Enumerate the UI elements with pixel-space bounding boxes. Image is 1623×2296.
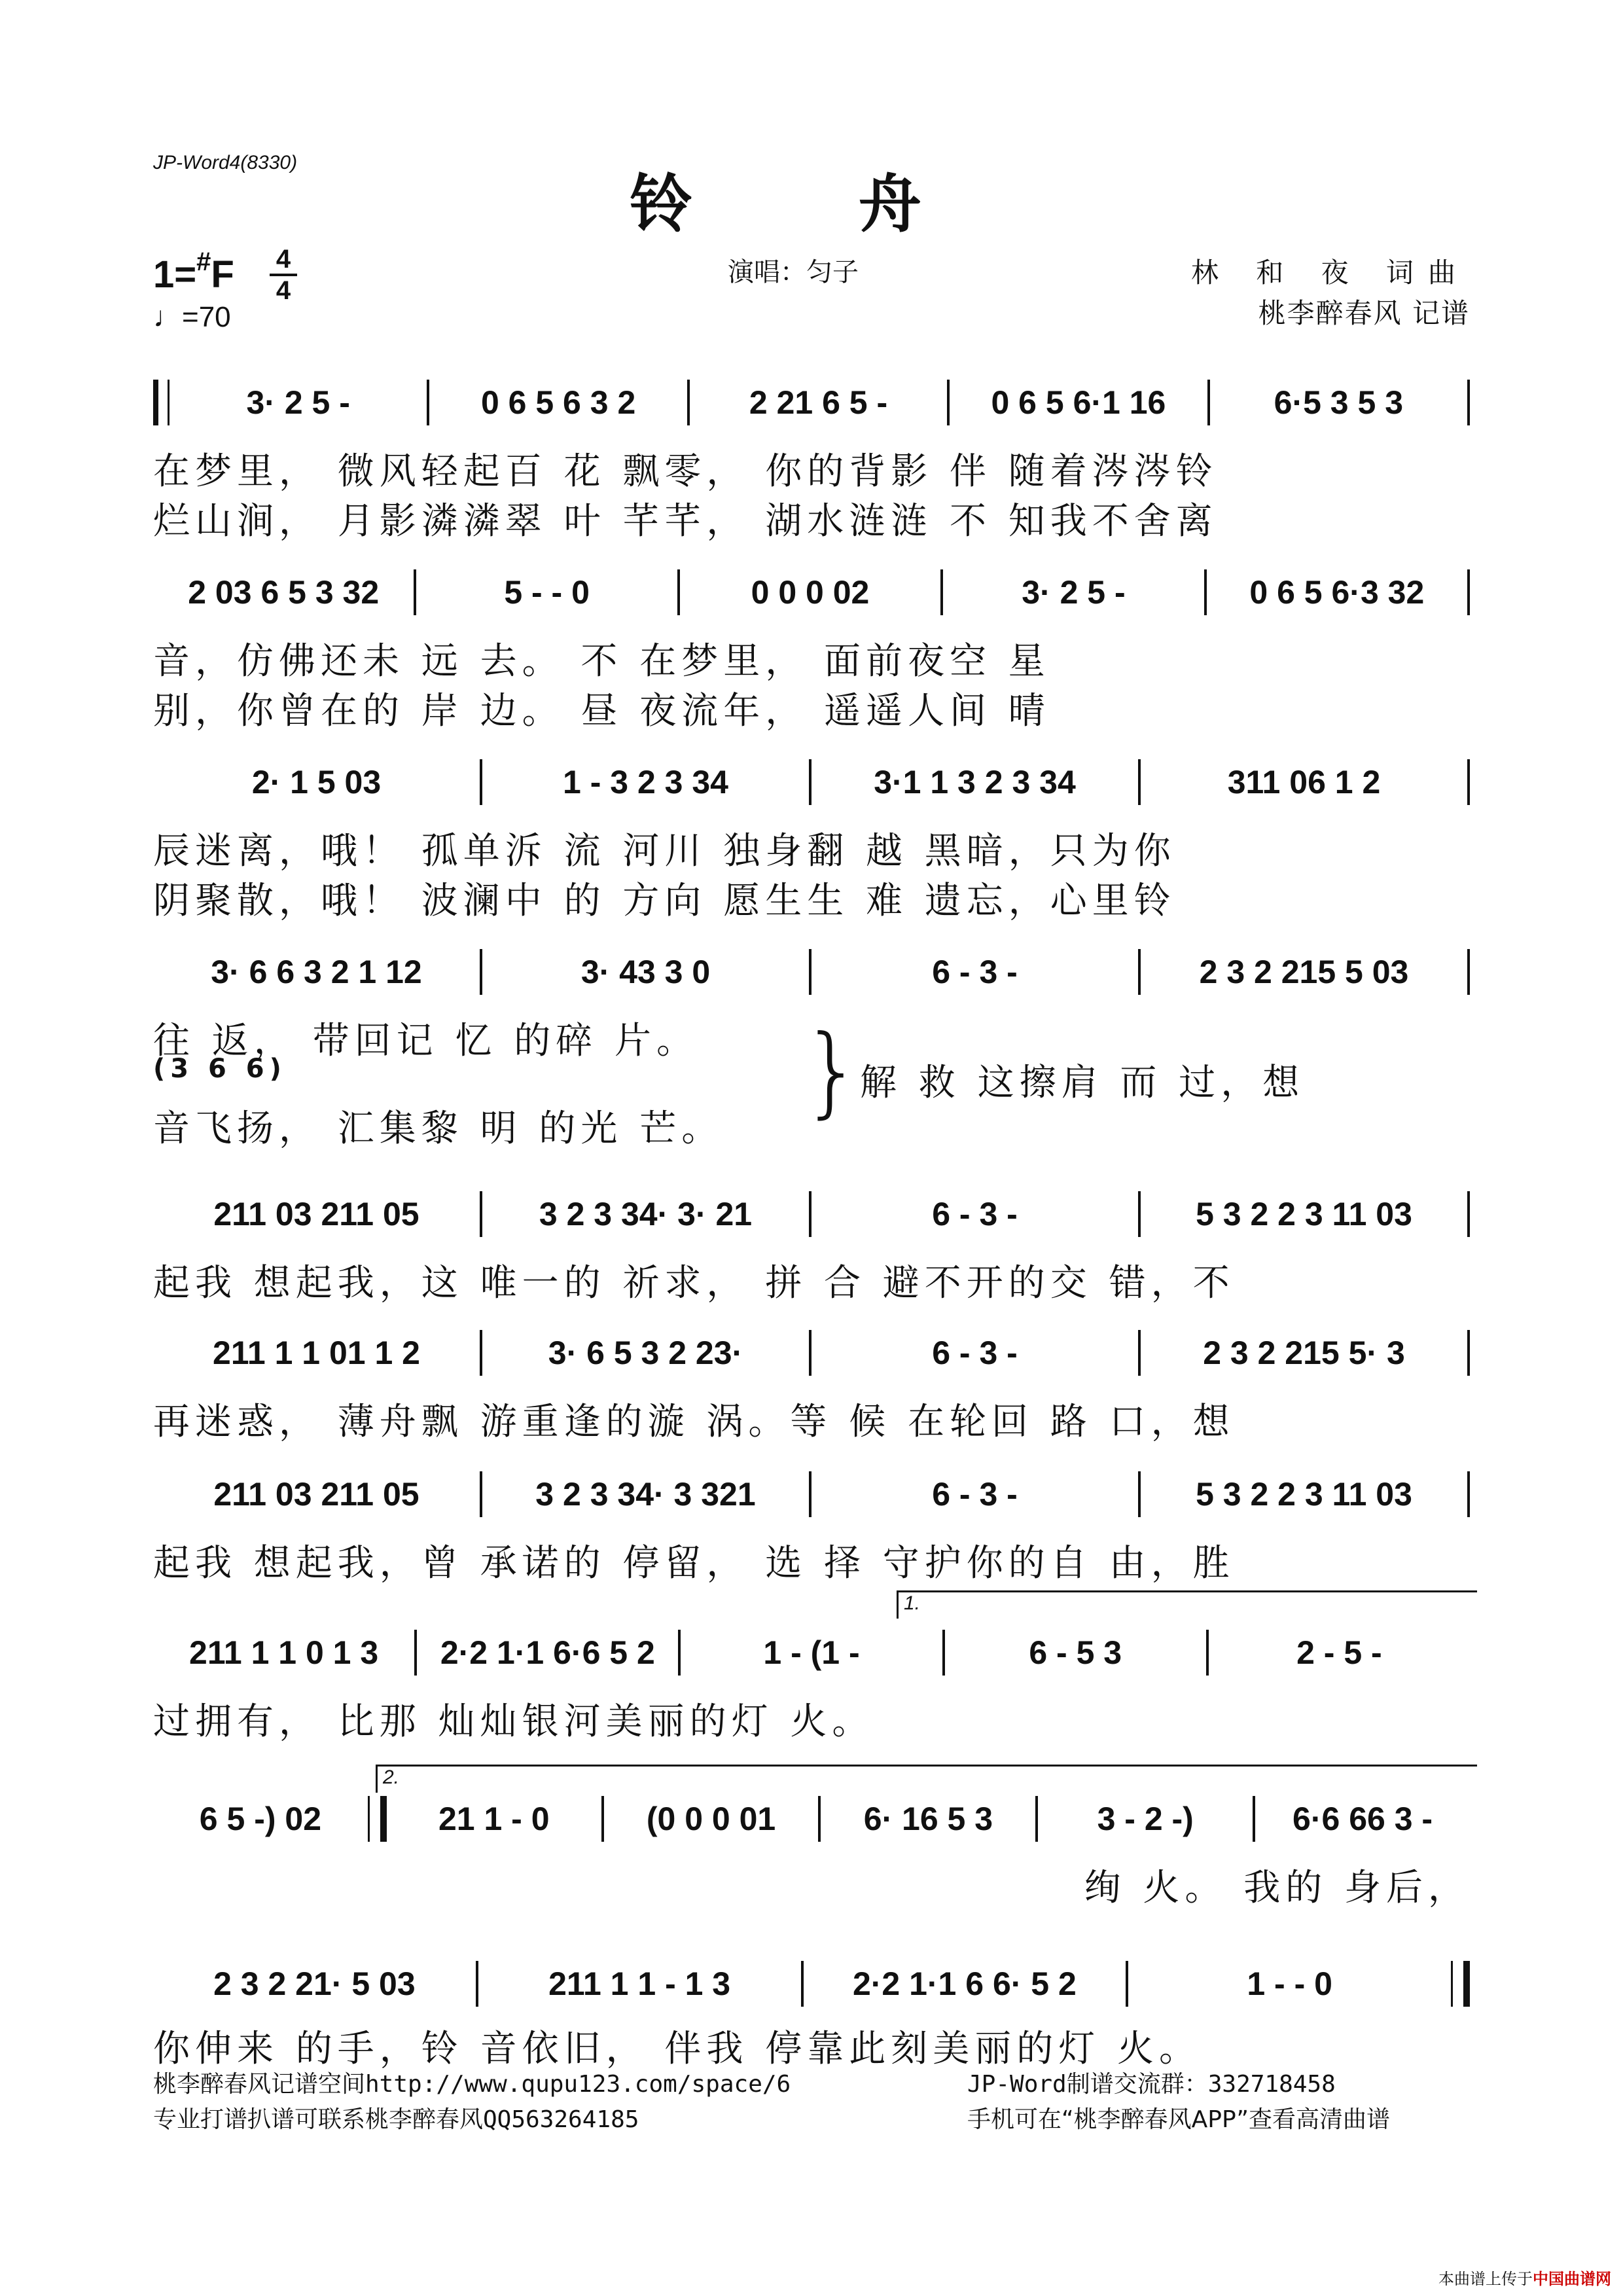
barline (1467, 1330, 1470, 1376)
measure: 0 6 5 6·3 32 (1249, 574, 1425, 611)
lyric-line: 阴聚散，哦！ 波澜中 的 方向 愿生生 难 遗忘，心里铃 (153, 880, 1176, 922)
notes-row (153, 1630, 1470, 1676)
footer-group: JP-Word制谱交流群：332718458 (967, 2071, 1336, 2098)
measure: 6· 16 5 3 (863, 1801, 993, 1837)
measure: 2· 1 5 03 (251, 764, 382, 800)
measure: 1 - (1 - (763, 1634, 860, 1671)
lyric-line: 起我 想起我，曾 承诺的 停留， 选 择 守护你的自 由，胜 (153, 1542, 1235, 1585)
measure: 2 - 5 - (1296, 1634, 1382, 1671)
measure: 211 03 211 05 (213, 1476, 419, 1513)
measure: 211 1 1 - 1 3 (548, 1965, 731, 2002)
measure: 2 3 2 21· 5 03 (213, 1965, 416, 2002)
lyric-line: 你伸来 的手，铃 音依旧， 伴我 停靠此刻美丽的灯 火。 (153, 2028, 1202, 2070)
barline (1467, 380, 1470, 425)
barline (1467, 1191, 1470, 1237)
time-denominator: 4 (276, 276, 291, 305)
measure: 211 03 211 05 (213, 1196, 419, 1232)
measure: 0 6 5 6 3 2 (480, 384, 636, 421)
lyric-line: 起我 想起我，这 唯一的 祈求， 拼 合 避不开的交 错，不 (153, 1262, 1235, 1304)
measure: 6 - 3 - (932, 954, 1018, 990)
tempo-value: =70 (182, 301, 231, 333)
footer-app-note: 手机可在“桃李醉春风APP”查看高清曲谱 (967, 2106, 1391, 2133)
transcriber-credit: 桃李醉春风 记谱 (1258, 297, 1470, 329)
measure: 2 21 6 5 - (749, 384, 888, 421)
site-logo: 中国曲谱网 (1533, 2270, 1611, 2288)
lyric-line: 音，仿佛还未 远 去。 不 在梦里， 面前夜空 星 (153, 640, 1050, 683)
measure: 1 - 3 2 3 34 (563, 764, 728, 800)
measure: 0 6 5 6·1 16 (991, 384, 1166, 421)
notes-row (153, 759, 1470, 805)
lyric-line: 别，你曾在的 岸 边。 昼 夜流年， 遥遥人间 晴 (153, 690, 1050, 732)
notes-row (153, 1191, 1470, 1237)
lyric-line: 往 返， 带回记 忆 的碎 片。 (153, 1020, 699, 1062)
lyric-line: 烂山涧， 月影潾潾翠 叶 芊芊， 湖水涟涟 不 知我不舍离 (153, 500, 1218, 543)
measure: 3·1 1 3 2 3 34 (874, 764, 1076, 800)
measure: 2·2 1·1 6 6· 5 2 (852, 1965, 1077, 2002)
upload-prefix: 本曲谱上传于 (1438, 2270, 1533, 2288)
notes-row (153, 1471, 1470, 1517)
measure: 2·2 1·1 6·6 5 2 (440, 1634, 655, 1671)
measure: 3· 6 6 3 2 1 12 (211, 954, 422, 990)
repeat-start-barline (153, 380, 169, 425)
measure: 5 3 2 2 3 11 03 (1196, 1196, 1412, 1232)
barline (1467, 759, 1470, 805)
measure: 211 1 1 0 1 3 (189, 1634, 379, 1671)
lyric-line: 绚 火。 我的 身后， (1084, 1867, 1470, 1909)
notes-row (153, 380, 1470, 425)
repeat-end-barline (368, 1796, 387, 1842)
measure: 2 3 2 215 5 03 (1199, 954, 1409, 990)
lyric-line: 过拥有， 比那 灿灿银河美丽的灯 火。 (153, 1700, 874, 1743)
measure: 6 5 -) 02 (199, 1801, 322, 1837)
measure: 3· 43 3 0 (580, 954, 711, 990)
notes-row (153, 1330, 1470, 1376)
key-prefix: 1= (153, 253, 197, 296)
measure: 3· 2 5 - (1022, 574, 1126, 611)
sharp-sign: # (196, 247, 211, 276)
barline (1467, 1471, 1470, 1517)
measure: 6 - 3 - (932, 1476, 1018, 1513)
measure: 311 06 1 2 (1227, 764, 1381, 800)
upload-watermark (1438, 2266, 1611, 2289)
measure: 3 2 3 34· 3 321 (535, 1476, 756, 1513)
volta-bracket-2: 2. (376, 1765, 1477, 1793)
measure: 6 - 3 - (932, 1196, 1018, 1232)
composer-credit: 林 和 夜 词曲 (1190, 257, 1470, 289)
final-barline (1451, 1961, 1470, 2007)
barline (1467, 949, 1470, 995)
measure: 6·6 66 3 - (1293, 1801, 1433, 1837)
lyric-line: 解 救 这擦肩 而 过，想 (860, 1062, 1305, 1104)
lyric-line: 再迷惑， 薄舟飘 游重逢的漩 涡。等 候 在轮回 路 口，想 (153, 1401, 1235, 1443)
measure: 5 - - 0 (504, 574, 590, 611)
lyric-line: 辰迷离，哦！ 孤单泝 流 河川 独身翻 越 黑暗，只为你 (153, 830, 1176, 872)
footer-space-link: 桃李醉春风记谱空间http://www.qupu123.com/space/6 (153, 2071, 791, 2098)
time-numerator: 4 (276, 245, 291, 274)
notes-row (153, 569, 1470, 615)
measure: 3· 2 5 - (246, 384, 350, 421)
notes-row (153, 949, 1470, 995)
singer-credit: 演唱：匀子 (728, 257, 859, 287)
lyric-line: 音飞扬， 汇集黎 明 的光 芒。 (153, 1107, 724, 1150)
song-title: 铃 舟 (630, 168, 993, 241)
key-signature (153, 247, 234, 296)
measure: 211 1 1 01 1 2 (213, 1335, 420, 1371)
time-signature (270, 246, 297, 304)
measure: 5 3 2 2 3 11 03 (1196, 1476, 1412, 1513)
quarter-note-icon: ♩ (153, 301, 182, 333)
tempo-marking (153, 301, 231, 334)
barline (1467, 569, 1470, 615)
lyric-line: 在梦里， 微风轻起百 花 飘零， 你的背影 伴 随着涔涔铃 (153, 450, 1218, 493)
volta-bracket-1: 1. (897, 1590, 1477, 1619)
measure: 2 3 2 215 5· 3 (1203, 1335, 1405, 1371)
brace-icon: } (801, 1014, 864, 1128)
measure: 6·5 3 5 3 (1274, 384, 1404, 421)
measure: 3 - 2 -) (1097, 1801, 1194, 1837)
measure: 0 0 0 02 (751, 574, 870, 611)
notes-row (153, 1961, 1470, 2007)
measure: (0 0 0 01 (646, 1801, 776, 1837)
key-note: F (211, 253, 234, 296)
notes-row (153, 1796, 1470, 1842)
measure: 21 1 - 0 (438, 1801, 550, 1837)
measure: 2 03 6 5 3 32 (188, 574, 380, 611)
measure: 3· 6 5 3 2 23· (548, 1335, 743, 1371)
footer-contact: 专业打谱扒谱可联系桃李醉春风QQ563264185 (153, 2106, 639, 2133)
software-version: JP-Word4(8330) (153, 152, 298, 173)
alt-notes: (3 6 6) (153, 1054, 287, 1084)
measure: 6 - 3 - (932, 1335, 1018, 1371)
measure: 1 - - 0 (1247, 1965, 1332, 2002)
measure: 6 - 5 3 (1029, 1634, 1122, 1671)
measure: 3 2 3 34· 3· 21 (539, 1196, 753, 1232)
